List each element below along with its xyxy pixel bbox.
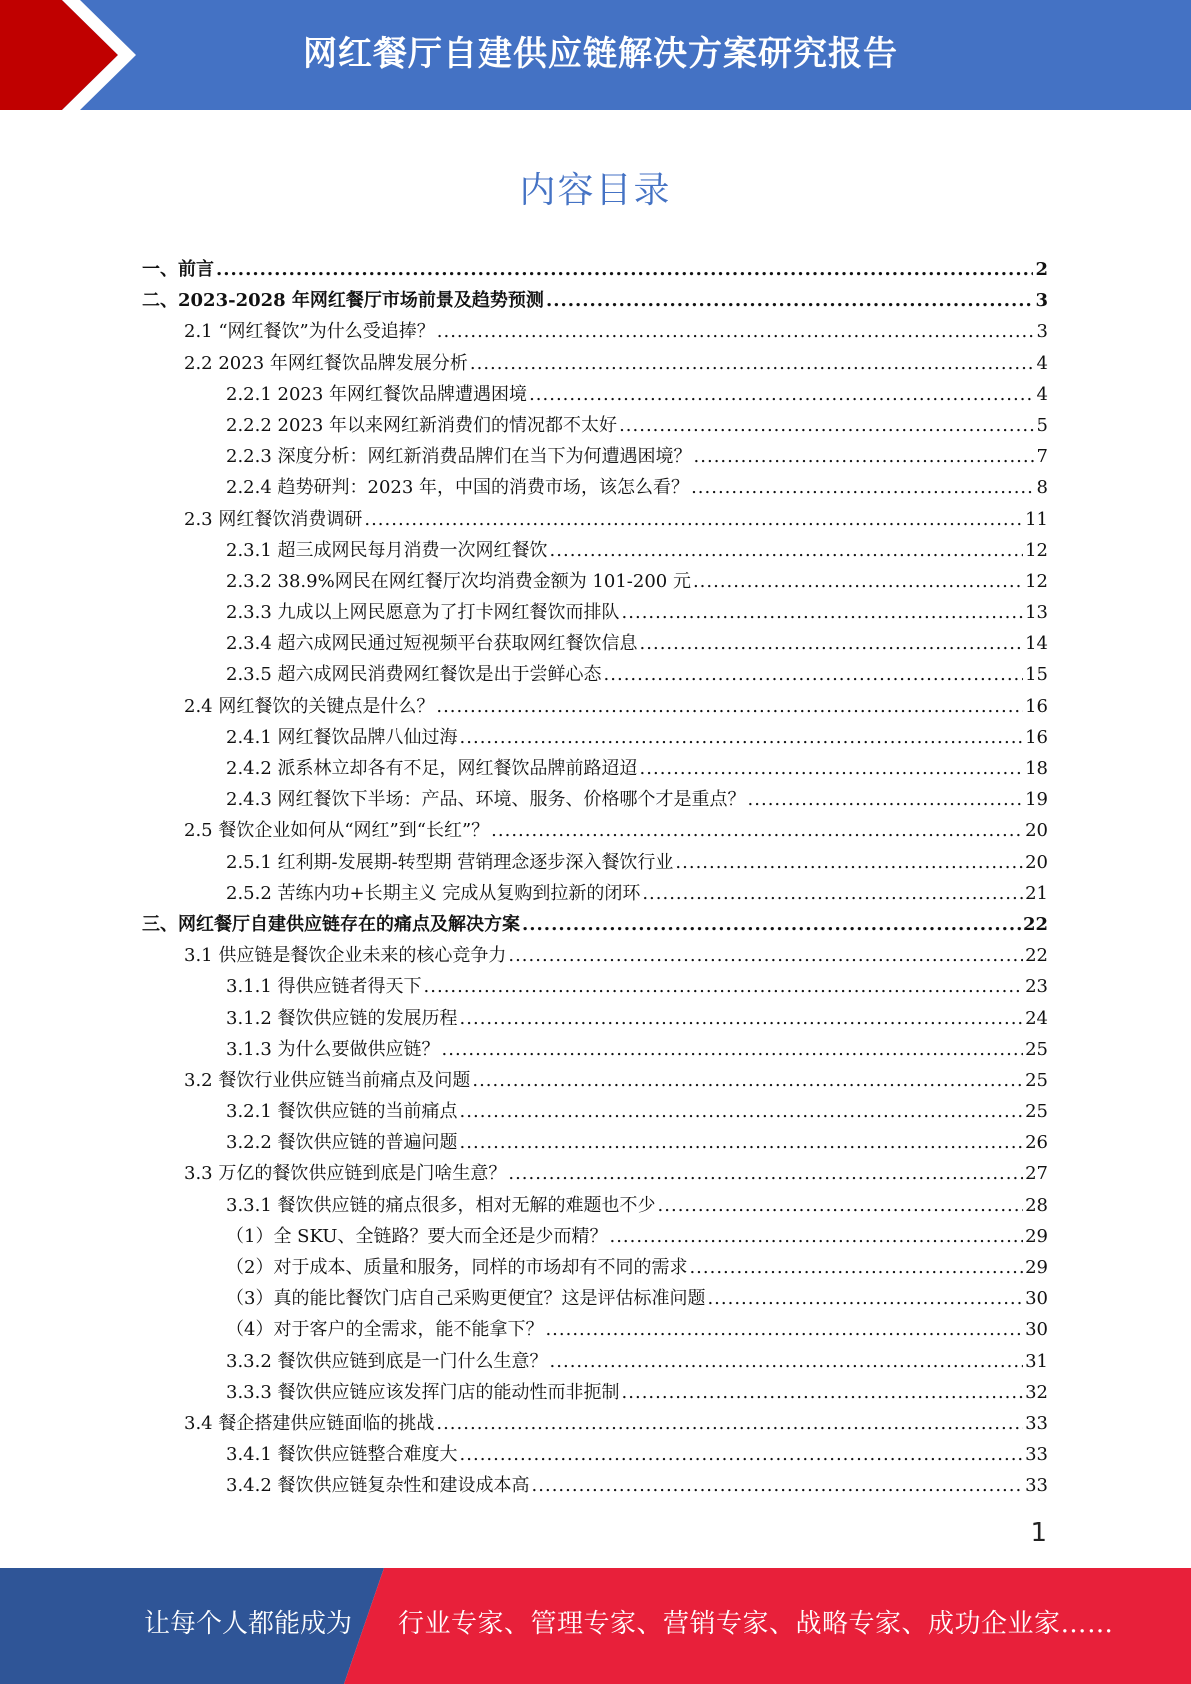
toc-entry-page: 14 <box>1025 633 1048 655</box>
toc-leader-dots <box>529 379 1034 410</box>
toc-entry[interactable] <box>142 753 1048 784</box>
toc-leader-dots <box>470 348 1035 379</box>
toc-entry[interactable] <box>142 1127 1048 1158</box>
toc-entry[interactable] <box>142 285 1048 316</box>
footer-slogan-left: 让每个人都能成为 <box>144 1609 353 1639</box>
toc-entry-page: 11 <box>1025 508 1048 530</box>
toc-leader-dots <box>691 472 1034 503</box>
toc-leader-dots <box>424 971 1024 1002</box>
toc-leader-dots <box>442 1034 1024 1065</box>
toc-leader-dots <box>748 784 1024 815</box>
toc-leader-dots <box>436 1408 1023 1439</box>
toc-entry-page: 16 <box>1025 726 1048 748</box>
toc-entry[interactable] <box>142 254 1048 285</box>
toc-leader-dots <box>658 1190 1024 1221</box>
toc-entry[interactable] <box>142 504 1048 535</box>
toc-leader-dots <box>460 1003 1024 1034</box>
toc-leader-dots <box>437 316 1035 347</box>
toc-entry[interactable] <box>142 1065 1048 1096</box>
toc-entry[interactable] <box>142 628 1048 659</box>
toc-entry-page: 20 <box>1025 851 1048 873</box>
toc-entry-label: 3.4.2 餐饮供应链复杂性和建设成本高 <box>226 1475 530 1497</box>
toc-entry[interactable] <box>142 535 1048 566</box>
toc-leader-dots <box>216 254 1033 285</box>
toc-entry-label: 3.4.1 餐饮供应链整合难度大 <box>226 1444 458 1466</box>
toc-entry-label: 2.5.1 红利期-发展期-转型期 营销理念逐步深入餐饮行业 <box>226 851 674 873</box>
toc-entry-page: 2 <box>1035 259 1048 280</box>
toc-entry-page: 25 <box>1025 1038 1048 1060</box>
toc-entry[interactable] <box>142 1439 1048 1470</box>
toc-leader-dots <box>550 535 1024 566</box>
toc-entry-label: 2.4.2 派系林立却各有不足，网红餐饮品牌前路迢迢 <box>226 758 638 779</box>
toc-leader-dots <box>532 1470 1024 1501</box>
toc-entry-label: 3.2.2 餐饮供应链的普遍问题 <box>226 1132 458 1154</box>
toc-entry[interactable] <box>142 1096 1048 1127</box>
toc-leader-dots <box>604 659 1024 690</box>
toc-entry[interactable] <box>142 472 1048 503</box>
toc-entry-page: 29 <box>1025 1257 1048 1278</box>
toc-entry-page: 30 <box>1025 1319 1048 1341</box>
toc-entry[interactable] <box>142 878 1048 909</box>
toc-entry-page: 4 <box>1036 352 1048 374</box>
header-banner <box>0 0 1191 110</box>
toc-entry-label: （1）全 SKU、全链路？要大而全还是少而精？ <box>226 1225 608 1247</box>
toc-heading: 内容目录 <box>519 170 672 211</box>
toc-leader-dots <box>460 1439 1024 1470</box>
toc-entry-page: 33 <box>1025 1444 1048 1466</box>
toc-entry[interactable] <box>142 909 1048 940</box>
toc-entry-label: 2.4.3 网红餐饮下半场：产品、环境、服务、价格哪个才是重点？ <box>226 789 746 811</box>
toc-entry-label: 三、网红餐厅自建供应链存在的痛点及解决方案 <box>142 913 520 935</box>
toc-entry-label: 2.5 餐饮企业如何从“网红”到“长红”？ <box>184 820 490 842</box>
report-title: 网红餐厅自建供应链解决方案研究报告 <box>303 34 898 74</box>
toc-entry-page: 12 <box>1025 539 1048 561</box>
toc-entry-label: （2）对于成本、质量和服务，同样的市场却有不同的需求 <box>226 1257 688 1278</box>
toc-leader-dots <box>508 1158 1023 1189</box>
toc-leader-dots <box>550 1346 1024 1377</box>
toc-entry[interactable] <box>142 1314 1048 1345</box>
footer-slogan-right: 行业专家、管理专家、营销专家、战略专家、成功企业家…… <box>398 1609 1114 1639</box>
toc-entry[interactable] <box>142 1158 1048 1189</box>
toc-entry[interactable] <box>142 1470 1048 1501</box>
toc-entry[interactable] <box>142 597 1048 628</box>
toc-entry[interactable] <box>142 1283 1048 1314</box>
toc-entry-page: 26 <box>1025 1132 1048 1154</box>
toc-entry[interactable] <box>142 1252 1048 1283</box>
toc-leader-dots <box>546 285 1034 316</box>
toc-leader-dots <box>619 410 1034 441</box>
toc-entry-page: 22 <box>1022 913 1048 935</box>
toc-entry-page: 18 <box>1025 758 1048 779</box>
toc-entry-page: 4 <box>1036 383 1048 405</box>
toc-entry[interactable] <box>142 1346 1048 1377</box>
toc-leader-dots <box>436 691 1023 722</box>
toc-leader-dots <box>694 441 1035 472</box>
toc-entry-label: 3.3 万亿的餐饮供应链到底是门啥生意？ <box>184 1163 507 1185</box>
toc-entry-page: 3 <box>1036 321 1048 343</box>
toc-entry[interactable] <box>142 1190 1048 1221</box>
toc-entry[interactable] <box>142 1408 1048 1439</box>
toc-leader-dots <box>460 1127 1024 1158</box>
toc-entry-label: 3.3.2 餐饮供应链到底是一门什么生意？ <box>226 1350 548 1372</box>
toc-entry-page: 3 <box>1035 290 1048 312</box>
toc-leader-dots <box>693 566 1023 597</box>
toc-entry-page: 19 <box>1025 789 1048 811</box>
toc-entry-label: 2.3.4 超六成网民通过短视频平台获取网红餐饮信息 <box>226 633 638 655</box>
toc-entry-label: 3.2.1 餐饮供应链的当前痛点 <box>226 1101 458 1123</box>
toc-entry-label: 一、前言 <box>142 259 214 280</box>
toc-leader-dots <box>622 597 1024 628</box>
toc-entry-label: 二、2023-2028 年网红餐厅市场前景及趋势预测 <box>142 290 544 312</box>
toc-entry[interactable] <box>142 1377 1048 1408</box>
toc-entry-label: 2.3.5 超六成网民消费网红餐饮是出于尝鲜心态 <box>226 664 602 686</box>
toc-entry-page: 15 <box>1025 664 1048 686</box>
toc-entry-label: 3.3.3 餐饮供应链应该发挥门店的能动性而非扼制 <box>226 1381 620 1403</box>
footer-banner <box>0 1568 1191 1684</box>
toc-entry-label: 2.2.2 2023 年以来网红新消费们的情况都不太好 <box>226 414 618 436</box>
toc-leader-dots <box>545 1314 1023 1345</box>
toc-leader-dots <box>640 753 1024 784</box>
toc-entry-page: 25 <box>1025 1101 1048 1123</box>
toc-entry-page: 5 <box>1036 414 1048 436</box>
toc-entry-page: 8 <box>1036 477 1048 499</box>
toc-entry-label: 2.2.4 趋势研判：2023 年，中国的消费市场，该怎么看？ <box>226 477 690 499</box>
toc-entry-label: 2.4 网红餐饮的关键点是什么？ <box>184 695 435 717</box>
toc-leader-dots <box>460 722 1024 753</box>
toc-entry-page: 13 <box>1025 602 1048 624</box>
toc-entry-page: 23 <box>1025 976 1048 998</box>
toc-entry-label: 3.1.2 餐饮供应链的发展历程 <box>226 1007 458 1029</box>
table-of-contents <box>142 254 1048 1502</box>
toc-entry-label: 2.3.1 超三成网民每月消费一次网红餐饮 <box>226 539 548 561</box>
toc-entry[interactable] <box>142 379 1048 410</box>
toc-entry[interactable] <box>142 1221 1048 1252</box>
toc-entry-label: 3.2 餐饮行业供应链当前痛点及问题 <box>184 1069 471 1091</box>
toc-entry-page: 24 <box>1025 1007 1048 1029</box>
toc-leader-dots <box>609 1221 1023 1252</box>
toc-entry[interactable] <box>142 815 1048 846</box>
toc-entry-label: 2.4.1 网红餐饮品牌八仙过海 <box>226 726 458 748</box>
toc-entry-page: 22 <box>1025 945 1048 967</box>
toc-entry-page: 27 <box>1025 1163 1048 1185</box>
toc-entry-page: 30 <box>1025 1288 1048 1310</box>
toc-entry-page: 7 <box>1036 446 1048 468</box>
toc-entry-label: 2.5.2 苦练内功+长期主义 完成从复购到拉新的闭环 <box>226 882 641 904</box>
toc-entry[interactable] <box>142 566 1048 597</box>
toc-entry[interactable] <box>142 971 1048 1002</box>
toc-entry-label: 2.2.3 深度分析：网红新消费品牌们在当下为何遭遇困境？ <box>226 446 692 468</box>
toc-entry-label: 2.3.2 38.9%网民在网红餐厅次均消费金额为 101-200 元 <box>226 570 691 592</box>
toc-leader-dots <box>640 628 1024 659</box>
toc-entry[interactable] <box>142 722 1048 753</box>
toc-entry-label: 2.3 网红餐饮消费调研 <box>184 508 363 530</box>
toc-entry-page: 25 <box>1025 1069 1048 1091</box>
toc-leader-dots <box>491 815 1023 846</box>
toc-leader-dots <box>364 504 1023 535</box>
toc-entry[interactable] <box>142 1034 1048 1065</box>
toc-entry-label: 3.1.3 为什么要做供应链？ <box>226 1038 440 1060</box>
toc-leader-dots <box>642 878 1023 909</box>
toc-entry-label: 3.3.1 餐饮供应链的痛点很多，相对无解的难题也不少 <box>226 1194 656 1216</box>
toc-entry-page: 33 <box>1025 1475 1048 1497</box>
toc-leader-dots <box>675 847 1023 878</box>
toc-entry-label: 2.1 “网红餐饮”为什么受追捧？ <box>184 321 435 343</box>
toc-entry-page: 32 <box>1025 1381 1048 1403</box>
toc-leader-dots <box>508 940 1023 971</box>
toc-entry-page: 20 <box>1025 820 1048 842</box>
toc-entry-label: 3.1 供应链是餐饮企业未来的核心竞争力 <box>184 945 507 967</box>
toc-entry-page: 33 <box>1025 1412 1048 1434</box>
toc-entry[interactable] <box>142 847 1048 878</box>
toc-entry-label: （4）对于客户的全需求，能不能拿下？ <box>226 1319 544 1341</box>
toc-entry-page: 21 <box>1025 882 1048 904</box>
toc-leader-dots <box>522 909 1021 940</box>
toc-entry[interactable] <box>142 691 1048 722</box>
toc-entry[interactable] <box>142 1003 1048 1034</box>
toc-entry[interactable] <box>142 316 1048 347</box>
toc-entry-label: 2.2 2023 年网红餐饮品牌发展分析 <box>184 352 468 374</box>
toc-entry-label: 2.2.1 2023 年网红餐饮品牌遭遇困境 <box>226 383 528 405</box>
toc-leader-dots <box>472 1065 1023 1096</box>
toc-entry-page: 16 <box>1025 695 1048 717</box>
toc-leader-dots <box>460 1096 1024 1127</box>
toc-leader-dots <box>707 1283 1023 1314</box>
toc-entry-label: （3）真的能比餐饮门店自己采购更便宜？这是评估标准问题 <box>226 1288 706 1310</box>
toc-entry-page: 31 <box>1025 1350 1048 1372</box>
toc-entry[interactable] <box>142 784 1048 815</box>
toc-entry[interactable] <box>142 348 1048 379</box>
toc-entry-page: 29 <box>1025 1225 1048 1247</box>
toc-entry-label: 3.4 餐企搭建供应链面临的挑战 <box>184 1412 435 1434</box>
toc-entry[interactable] <box>142 410 1048 441</box>
toc-leader-dots <box>689 1252 1023 1283</box>
toc-entry[interactable] <box>142 441 1048 472</box>
toc-leader-dots <box>622 1377 1024 1408</box>
toc-entry-page: 12 <box>1025 570 1048 592</box>
toc-entry[interactable] <box>142 659 1048 690</box>
page-number: 1 <box>1030 1518 1047 1548</box>
toc-entry[interactable] <box>142 940 1048 971</box>
toc-entry-label: 2.3.3 九成以上网民愿意为了打卡网红餐饮而排队 <box>226 602 620 624</box>
toc-entry-page: 28 <box>1025 1194 1048 1216</box>
toc-entry-label: 3.1.1 得供应链者得天下 <box>226 976 422 998</box>
